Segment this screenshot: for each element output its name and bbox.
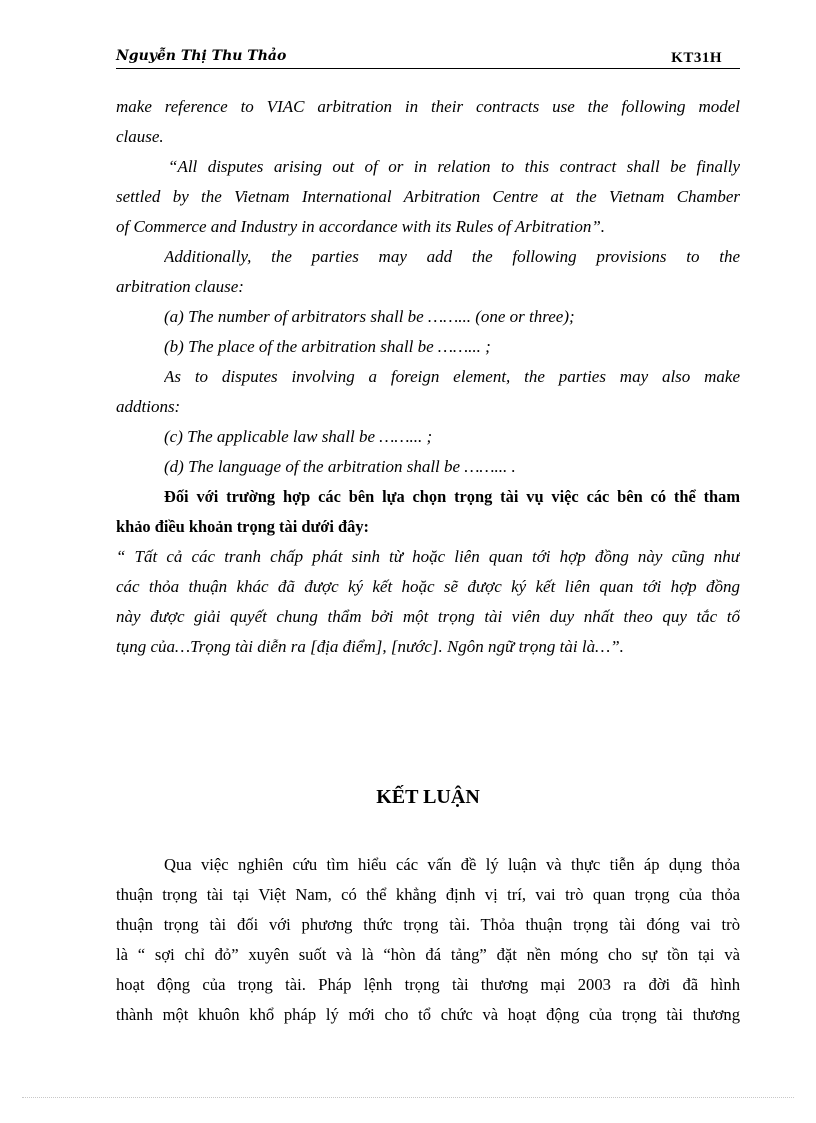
conclusion-title: KẾT LUẬN bbox=[376, 786, 480, 808]
paragraph-line: clause. bbox=[116, 127, 164, 146]
paragraph-line: “All disputes arising out of or in relation to this contract shall be finally bbox=[168, 157, 740, 176]
paragraph-line: settled by the Vietnam International Arbitration Centre at the Vietnam Chamber bbox=[116, 187, 740, 206]
header-class-code: KT31H bbox=[671, 50, 722, 66]
paragraph-line: là “ sợi chỉ đỏ” xuyên suốt và là “hòn đá tảng” đặt nền móng cho sự tồn tại và bbox=[116, 945, 740, 964]
paragraph-line: addtions: bbox=[116, 397, 181, 416]
list-item-a: (a) The number of arbitrators shall be ……... (one or three); bbox=[164, 307, 575, 326]
list-item-d: (d) The language of the arbitration shall be ……... . bbox=[164, 457, 516, 476]
paragraph-line: Additionally, the parties may add the following provisions to the bbox=[164, 247, 740, 266]
list-item-c: (c) The applicable law shall be ……... ; bbox=[164, 427, 433, 446]
paragraph-line: thành một khuôn khổ pháp lý mới cho tổ chức và hoạt động của trọng tài thương bbox=[116, 1005, 740, 1024]
paragraph-line: Qua việc nghiên cứu tìm hiểu các vấn đề lý luận và thực tiễn áp dụng thỏa bbox=[164, 855, 740, 874]
paragraph-line: hoạt động của trọng tài. Pháp lệnh trọng tài thương mại 2003 ra đời đã hình bbox=[116, 975, 740, 994]
footer-divider bbox=[22, 1097, 794, 1098]
paragraph-line: này được giải quyết chung thẩm bởi một trọng tài viên duy nhất theo quy tắc tố bbox=[116, 607, 740, 626]
paragraph-line: Đối với trường hợp các bên lựa chọn trọng tài vụ việc các bên có thể tham bbox=[164, 487, 740, 506]
paragraph-line: of Commerce and Industry in accordance with its Rules of Arbitration”. bbox=[116, 217, 606, 236]
paragraph-line: “ Tất cả các tranh chấp phát sinh từ hoặc liên quan tới hợp đồng này cũng như bbox=[116, 547, 740, 566]
paragraph-line: arbitration clause: bbox=[116, 277, 244, 296]
page-header bbox=[116, 46, 740, 69]
paragraph-line: As to disputes involving a foreign element, the parties may also make bbox=[164, 367, 740, 386]
paragraph-line: thuận trọng tài tại Việt Nam, có thể khẳng định vị trí, vai trò quan trọng của thỏa bbox=[116, 885, 740, 904]
header-author: Nguyễn Thị Thu Thảo bbox=[116, 48, 287, 64]
paragraph-line: khảo điều khoản trọng tài dưới đây: bbox=[116, 517, 369, 536]
paragraph-line: các thỏa thuận khác đã được ký kết hoặc sẽ được ký kết liên quan tới hợp đồng bbox=[116, 577, 740, 596]
paragraph-line: thuận trọng tài đối với phương thức trọng tài. Thỏa thuận trọng tài đóng vai trò bbox=[116, 915, 740, 934]
paragraph-line: make reference to VIAC arbitration in their contracts use the following model bbox=[116, 97, 740, 116]
list-item-b: (b) The place of the arbitration shall be ……... ; bbox=[164, 337, 491, 356]
paragraph-line: tụng của…Trọng tài diễn ra [địa điểm], [nước]. Ngôn ngữ trọng tài là…”. bbox=[116, 637, 624, 656]
